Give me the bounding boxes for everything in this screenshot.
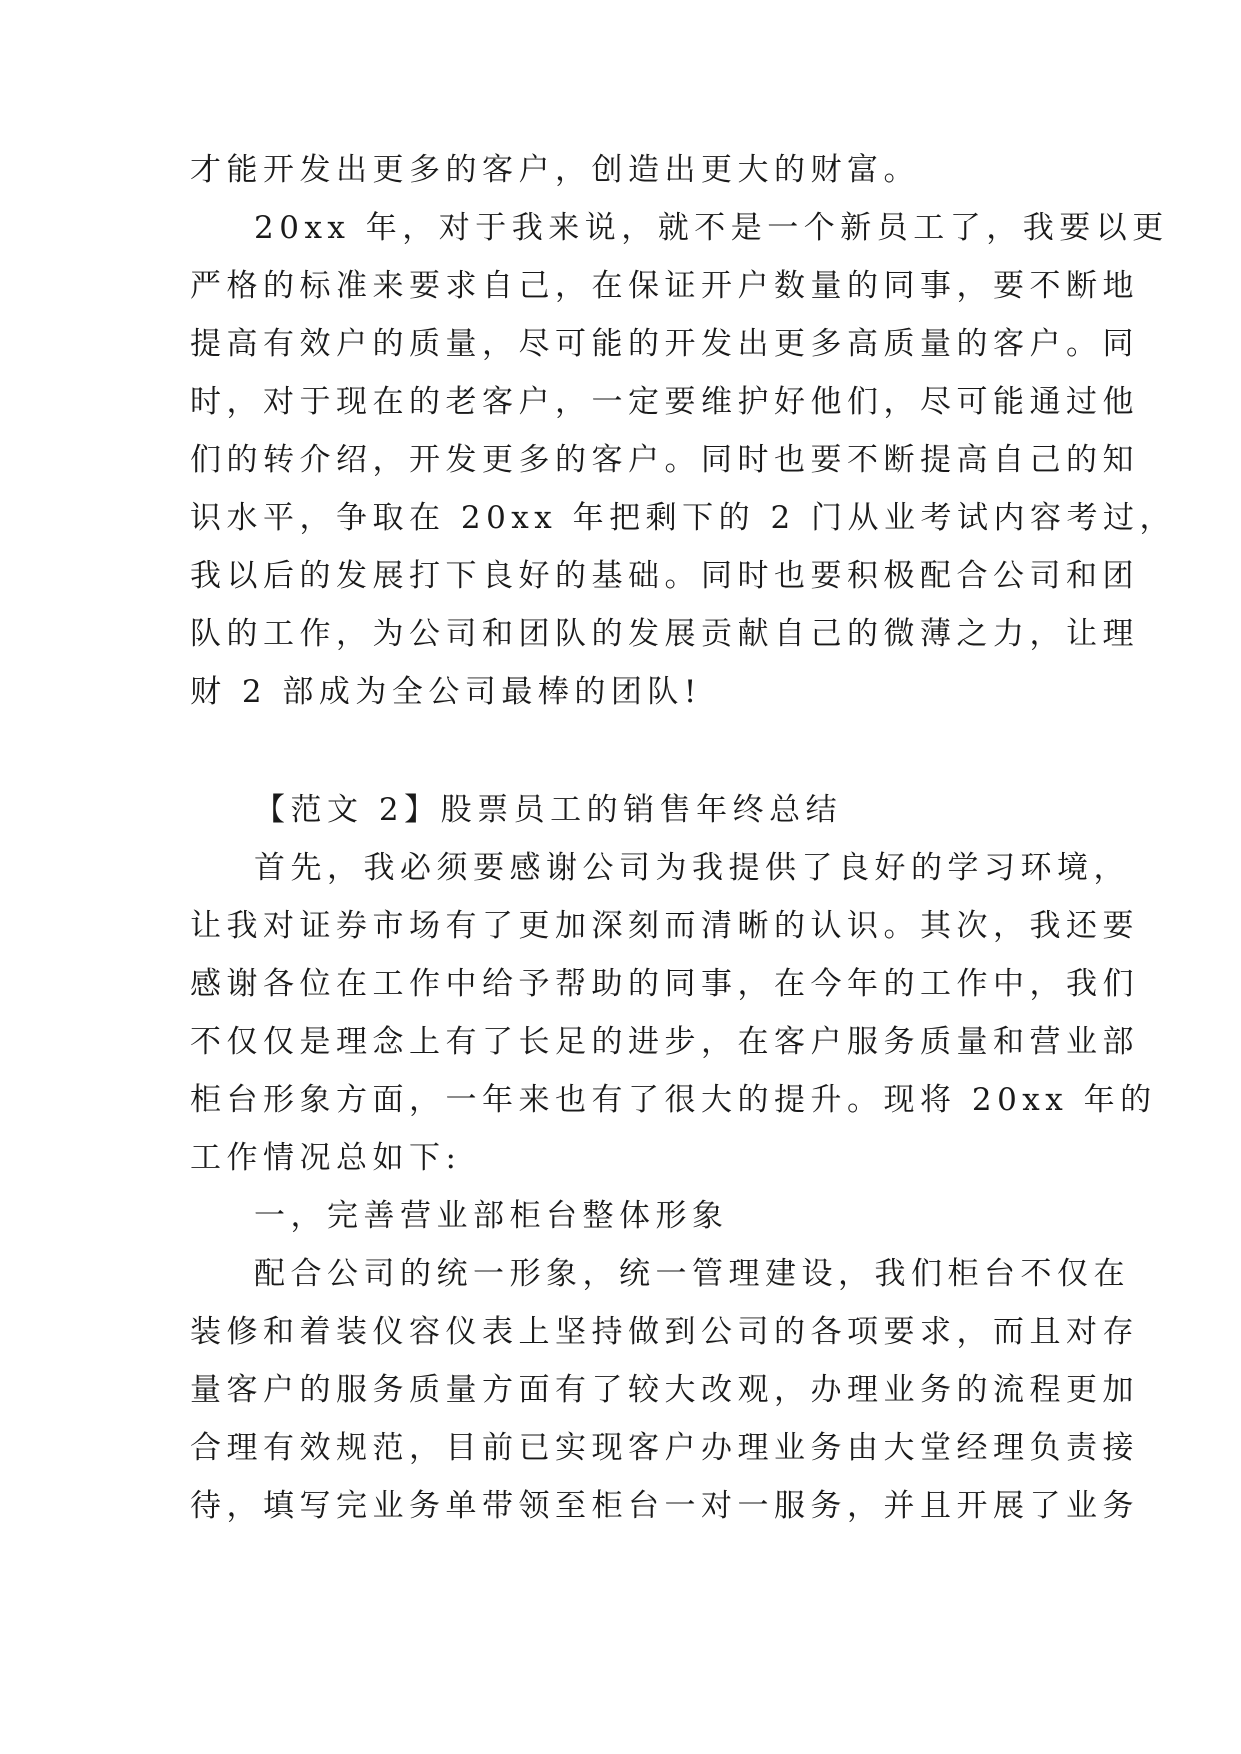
paragraph-line: 柜台形象方面，一年来也有了很大的提升。现将 20xx 年的 — [190, 1082, 1157, 1118]
paragraph-line: 我以后的发展打下良好的基础。同时也要积极配合公司和团 — [190, 558, 1139, 594]
paragraph-line: 工作情况总如下: — [190, 1140, 462, 1176]
paragraph-line: 们的转介绍，开发更多的客户。同时也要不断提高自己的知 — [190, 442, 1139, 478]
paragraph-line: 20xx 年，对于我来说，就不是一个新员工了，我要以更 — [254, 210, 1169, 246]
paragraph-line: 待，填写完业务单带领至柜台一对一服务，并且开展了业务 — [190, 1488, 1139, 1524]
paragraph-line: 感谢各位在工作中给予帮助的同事，在今年的工作中，我们 — [190, 966, 1139, 1002]
paragraph-line: 才能开发出更多的客户，创造出更大的财富。 — [190, 152, 920, 188]
paragraph-line: 装修和着装仪容仪表上坚持做到公司的各项要求，而且对存 — [190, 1314, 1139, 1350]
paragraph-line: 合理有效规范，目前已实现客户办理业务由大堂经理负责接 — [190, 1430, 1139, 1466]
paragraph-line: 识水平，争取在 20xx 年把剩下的 2 门从业考试内容考过， — [190, 500, 1177, 536]
paragraph-line: 不仅仅是理念上有了长足的进步，在客户服务质量和营业部 — [190, 1024, 1139, 1060]
section-heading: 【范文 2】股票员工的销售年终总结 — [254, 792, 843, 828]
paragraph-line: 提高有效户的质量，尽可能的开发出更多高质量的客户。同 — [190, 326, 1139, 362]
paragraph-line: 时，对于现在的老客户，一定要维护好他们，尽可能通过他 — [190, 384, 1139, 420]
paragraph-line: 配合公司的统一形象，统一管理建设，我们柜台不仅在 — [254, 1256, 1130, 1292]
paragraph-line: 首先，我必须要感谢公司为我提供了良好的学习环境， — [254, 850, 1130, 886]
paragraph-line: 量客户的服务质量方面有了较大改观，办理业务的流程更加 — [190, 1372, 1139, 1408]
paragraph-line: 财 2 部成为全公司最棒的团队! — [190, 674, 702, 710]
paragraph-line: 严格的标准来要求自己，在保证开户数量的同事，要不断地 — [190, 268, 1139, 304]
paragraph-line: 让我对证券市场有了更加深刻而清晰的认识。其次，我还要 — [190, 908, 1139, 944]
subsection-heading: 一，完善营业部柜台整体形象 — [254, 1198, 729, 1234]
paragraph-line: 队的工作，为公司和团队的发展贡献自己的微薄之力，让理 — [190, 616, 1139, 652]
